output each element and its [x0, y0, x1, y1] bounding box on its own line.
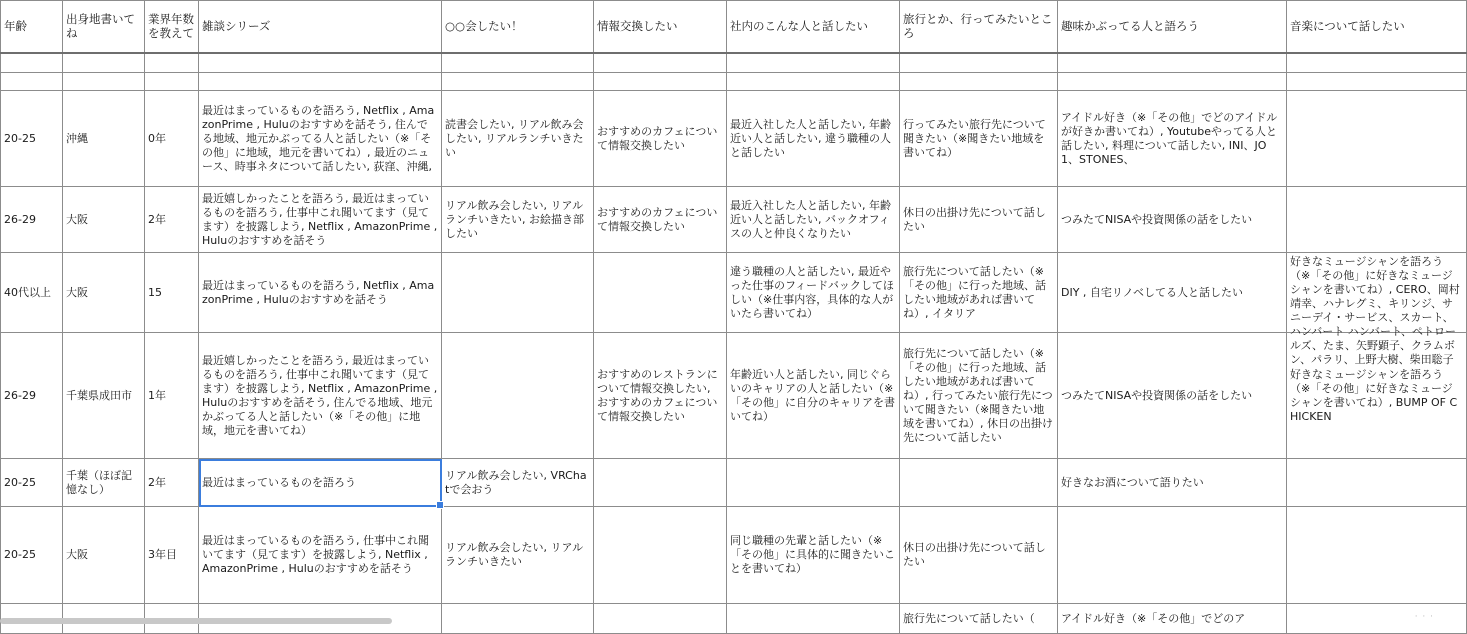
table-cell[interactable]	[727, 73, 900, 91]
cell-text: つみたてNISAや投資関係の話をしたい	[1061, 212, 1253, 226]
table-cell[interactable]	[594, 604, 727, 634]
table-cell[interactable]	[594, 253, 727, 333]
cell-text: 最近はまっているものを語ろう	[202, 475, 356, 489]
table-cell[interactable]	[442, 459, 594, 507]
table-cell[interactable]	[1058, 333, 1287, 459]
table-cell[interactable]	[1287, 253, 1467, 366]
table-cell[interactable]	[63, 333, 145, 459]
cell-text: 旅行先について話したい（※「その他」に行った地域、話したい地域があれば書いてね）, 行ってみたい旅行先について聞きたい（※聞きたい地域を書いてね）, 休日の出掛け先について話したい	[903, 346, 1053, 444]
table-cell[interactable]	[1, 253, 63, 333]
column-header-label: 音楽について話したい	[1290, 19, 1405, 34]
table-cell[interactable]	[594, 459, 727, 507]
table-cell[interactable]	[900, 507, 1058, 604]
column-header[interactable]	[199, 1, 442, 53]
table-cell[interactable]	[727, 604, 900, 634]
cell-text: DIY , 自宅リノベしてる人と話したい	[1061, 285, 1244, 299]
table-cell[interactable]	[1058, 73, 1287, 91]
cell-text: 20-25	[4, 548, 36, 561]
cell-text: 20-25	[4, 131, 36, 145]
table-cell[interactable]	[199, 73, 442, 91]
table-cell[interactable]	[145, 459, 199, 507]
cell-text: アイドル好き（※「その他」でどのアイドルが好きか書いてね）, Youtubeやってる人と話したい, 料理について話したい, INI、JO1、STONES、	[1061, 110, 1278, 166]
cell-text: 最近はまっているものを語ろう, Netflix , AmazonPrime , Huluのおすすめを話そう	[202, 278, 435, 306]
table-cell[interactable]	[63, 53, 145, 73]
table-cell[interactable]	[442, 91, 594, 187]
table-cell[interactable]	[145, 333, 199, 459]
cell-text: 同じ職種の先輩と話したい（※「その他」に具体的に聞きたいことを書いてね）	[730, 534, 895, 575]
column-header-label: 旅行とか、行ってみたいところ	[903, 12, 1053, 41]
column-header-label: 情報交換したい	[597, 19, 678, 34]
table-cell[interactable]	[1287, 53, 1467, 73]
header-row	[1, 1, 1467, 53]
table-cell[interactable]	[594, 187, 727, 253]
cell-text: 年齢近い人と話したい, 同じぐらいのキャリアの人と話したい（※「その他」に自分のキャリアを書いてね）	[730, 367, 895, 423]
table-cell[interactable]	[727, 507, 900, 604]
table-cell[interactable]	[1058, 91, 1287, 187]
table-cell[interactable]	[1, 91, 63, 187]
table-cell[interactable]	[594, 73, 727, 91]
table-cell[interactable]	[727, 459, 900, 507]
column-header-label: 年齢	[4, 19, 27, 34]
table-row	[1, 507, 1467, 604]
table-cell[interactable]	[594, 53, 727, 73]
table-cell[interactable]	[63, 507, 145, 604]
cell-text: 千葉県成田市	[66, 388, 132, 402]
cell-text: つみたてNISAや投資関係の話をしたい	[1061, 388, 1253, 402]
column-header[interactable]	[442, 1, 594, 53]
cell-text: 好きなミュージシャンを語ろう（※「その他」に好きなミュージシャンを書いてね）, CERO、岡村靖幸、ハナレグミ、キリンジ、サニーデイ・サービス、スカート、ハンバート ハンバート、ペトロールズ、たま、矢野顕子、クラムボン、パラリ、上野大樹、柴田聡子	[1290, 254, 1460, 366]
column-header[interactable]	[63, 1, 145, 53]
column-header-label: 出身地書いてね	[66, 12, 135, 41]
table-cell[interactable]	[727, 91, 900, 187]
table-cell[interactable]	[145, 187, 199, 253]
table-cell[interactable]	[727, 53, 900, 73]
table-cell[interactable]	[63, 91, 145, 187]
table-cell[interactable]	[199, 91, 442, 187]
cell-text: 最近嬉しかったことを語ろう, 最近はまっているものを語ろう, 仕事中これ聞いてます（見てます）を披露しよう, Netflix , AmazonPrime , Huluのおすすめを話そう, 住んでる地域、地元かぶってる人と話したい（※「その他」に地域，地元を書いてね）	[202, 353, 438, 437]
table-row	[1, 73, 1467, 91]
table-cell[interactable]	[442, 53, 594, 73]
cell-text: 好きなお酒について語りたい	[1061, 475, 1204, 489]
table-cell[interactable]	[900, 333, 1058, 459]
cell-text: おすすめのレストランについて情報交換したい, おすすめのカフェについて情報交換したい	[597, 367, 718, 423]
column-header-label: 業界年数を教えて	[148, 12, 194, 41]
table-cell[interactable]	[63, 459, 145, 507]
table-cell[interactable]	[1287, 507, 1467, 604]
fill-handle[interactable]	[436, 501, 444, 509]
table-cell[interactable]	[63, 73, 145, 91]
cell-text: 違う職種の人と話したい, 最近やった仕事のフィードバックしてほしい（※仕事内容，具体的な人がいたら書いてね）	[730, 264, 894, 320]
cell-text: 2年	[148, 212, 166, 226]
table-cell[interactable]	[594, 91, 727, 187]
table-cell[interactable]	[1287, 459, 1467, 507]
cell-text: 26-29	[4, 212, 36, 226]
table-cell[interactable]	[727, 333, 900, 459]
cell-text: 旅行先について話したい（	[903, 611, 1035, 625]
table-cell[interactable]	[727, 253, 900, 333]
table-cell[interactable]	[63, 253, 145, 333]
table-cell[interactable]	[145, 91, 199, 187]
table-cell[interactable]	[1, 507, 63, 604]
table-cell[interactable]	[1058, 604, 1287, 634]
table-cell[interactable]	[199, 507, 442, 604]
cell-text: 15	[148, 285, 162, 299]
column-header[interactable]	[1287, 1, 1467, 53]
table-cell[interactable]	[1, 187, 63, 253]
table-cell[interactable]	[63, 187, 145, 253]
cell-text: 26-29	[4, 388, 36, 402]
table-cell[interactable]	[1, 53, 63, 73]
cell-text: 20-25	[4, 475, 36, 489]
cell-text: 旅行先について話したい（※「その他」に行った地域、話したい地域があれば書いてね）, イタリア	[903, 264, 1046, 320]
table-cell[interactable]	[199, 333, 442, 459]
table-row	[1, 253, 1467, 333]
table-cell[interactable]	[1058, 253, 1287, 333]
table-cell[interactable]	[442, 253, 594, 333]
table-cell[interactable]	[145, 73, 199, 91]
cell-text: 千葉（ほぼ記憶なし）	[66, 468, 132, 496]
table-row	[1, 333, 1467, 459]
table-row	[1, 91, 1467, 187]
table-cell[interactable]	[900, 91, 1058, 187]
table-cell[interactable]	[442, 73, 594, 91]
cell-text: 休日の出掛け先について話したい	[903, 205, 1046, 233]
table-cell[interactable]	[199, 53, 442, 73]
table-cell[interactable]	[900, 187, 1058, 253]
table-cell[interactable]	[1, 459, 63, 507]
table-cell[interactable]	[442, 507, 594, 604]
cell-text: おすすめのカフェについて情報交換したい	[597, 124, 718, 152]
table-cell[interactable]	[1, 73, 63, 91]
cell-text: 大阪	[66, 548, 88, 561]
column-header-label: 雑談シリーズ	[202, 19, 271, 34]
cell-text: 3年目	[148, 548, 177, 561]
table-row	[1, 459, 1467, 507]
table-cell[interactable]	[1, 333, 63, 459]
cell-text: 最近はまっているものを語ろう, Netflix , AmazonPrime , Huluのおすすめを話そう, 住んでる地域、地元かぶってる人と話したい（※「その他」に地域，地元を書いてね）, 最近のニュース、時事ネタについて話したい, 荻窪、沖縄,	[202, 103, 435, 173]
table-cell[interactable]	[1287, 604, 1467, 634]
cell-text: 休日の出掛け先について話したい	[903, 541, 1046, 568]
table-cell[interactable]	[442, 333, 594, 459]
column-header-label: ○○会したい！	[445, 19, 523, 34]
table-cell[interactable]	[1287, 91, 1467, 187]
cell-text: 最近はまっているものを語ろう, 仕事中これ聞いてます（見てます）を披露しよう, Netflix , AmazonPrime , Huluのおすすめを話そう	[202, 534, 429, 575]
table-cell[interactable]	[900, 73, 1058, 91]
cell-text: 沖縄	[66, 131, 88, 145]
column-header-label: 趣味かぶってる人と語ろう	[1061, 19, 1199, 34]
cell-text: 40代以上	[4, 285, 51, 299]
table-cell[interactable]	[1287, 73, 1467, 91]
column-header[interactable]	[594, 1, 727, 53]
table-cell[interactable]	[900, 604, 1058, 634]
table-cell[interactable]	[442, 187, 594, 253]
cell-text: 最近入社した人と話したい, 年齢近い人と話したい, 違う職種の人と話したい	[730, 117, 891, 159]
cell-text: 大阪	[66, 285, 88, 299]
cell-text: 行ってみたい旅行先について聞きたい（※聞きたい地域を書いてね）	[903, 117, 1046, 159]
column-header[interactable]	[1058, 1, 1287, 53]
cell-text: 0年	[148, 131, 166, 145]
table-cell[interactable]	[1287, 187, 1467, 253]
cell-text: リアル飲み会したい, リアルランチいきたい, お絵描き部したい	[445, 198, 584, 240]
cell-text: おすすめのカフェについて情報交換したい	[597, 205, 718, 233]
table-cell[interactable]	[442, 604, 594, 634]
table-row	[1, 187, 1467, 253]
cell-text: 読書会したい, リアル飲み会したい, リアルランチいきたい	[445, 117, 584, 159]
table-cell[interactable]	[199, 187, 442, 253]
cell-text: 大阪	[66, 212, 88, 226]
scroll-resize-grip[interactable]: · · ·	[1414, 612, 1434, 622]
table-cell[interactable]	[1058, 459, 1287, 507]
cell-text: 最近入社した人と話したい, 年齢近い人と話したい, バックオフィスの人と仲良くなりたい	[730, 198, 891, 240]
table-cell[interactable]	[594, 507, 727, 604]
cell-text: 2年	[148, 475, 166, 489]
table-cell[interactable]	[900, 459, 1058, 507]
cell-text: アイドル好き（※「その他」でどのア	[1061, 611, 1246, 625]
table-cell[interactable]	[900, 253, 1058, 333]
column-header[interactable]	[727, 1, 900, 53]
table-cell[interactable]	[199, 253, 442, 333]
selected-cell[interactable]	[199, 459, 442, 507]
table-cell[interactable]	[900, 53, 1058, 73]
table-cell[interactable]	[1058, 507, 1287, 604]
table-row	[1, 53, 1467, 73]
column-header[interactable]	[900, 1, 1058, 53]
horizontal-scrollbar[interactable]	[0, 618, 392, 624]
table-cell[interactable]	[145, 253, 199, 333]
table-cell[interactable]	[727, 187, 900, 253]
cell-text: 1年	[148, 388, 166, 402]
column-header[interactable]	[145, 1, 199, 53]
table-cell[interactable]	[594, 333, 727, 459]
table-cell[interactable]	[1058, 187, 1287, 253]
cell-text: リアル飲み会したい, リアルランチいきたい	[445, 541, 584, 568]
cell-text: リアル飲み会したい, VRChatで会おう	[445, 468, 587, 496]
cell-text: 最近嬉しかったことを語ろう, 最近はまっているものを語ろう, 仕事中これ聞いてます（見てます）を披露しよう, Netflix , AmazonPrime , Huluのおすすめを話そう	[202, 191, 438, 247]
table-cell[interactable]	[145, 507, 199, 604]
table-cell[interactable]	[145, 53, 199, 73]
column-header-label: 社内のこんな人と話したい	[730, 19, 868, 34]
cell-text: 好きなミュージシャンを語ろう（※「その他」に好きなミュージシャンを書いてね）, BUMP OF CHICKEN	[1290, 367, 1458, 423]
table-cell[interactable]	[1058, 53, 1287, 73]
column-header[interactable]	[1, 1, 63, 53]
